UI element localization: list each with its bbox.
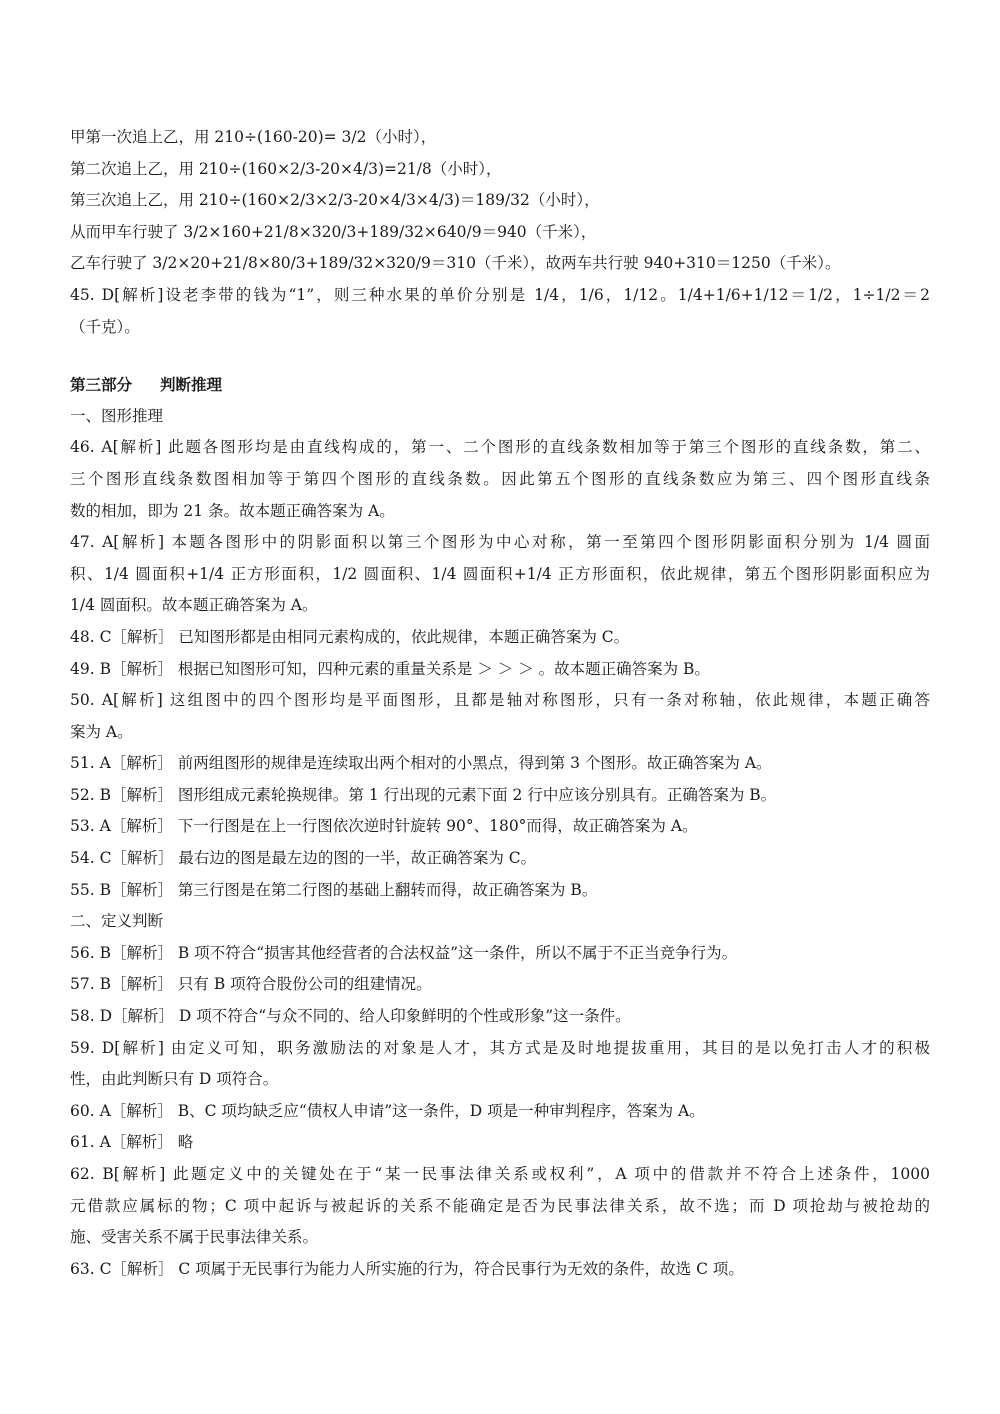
answer-55: 55. B［解析］ 第三行图是在第二行图的基础上翻转而得，故正确答案为 B。 (70, 880, 598, 899)
answer-58: 58. D［解析］ D 项不符合“与众不同的、给人印象鲜明的个性或形象”这一条件。 (70, 1007, 631, 1026)
subsection-heading: 二、定义判断 (70, 912, 164, 931)
answer-content (70, 122, 930, 1285)
text-line: 第二次追上乙，用 210÷(160×2/3-20×4/3)=21/8（小时）， (70, 159, 502, 178)
answer-54: 54. C［解析］ 最右边的图是最左边的图的一半，故正确答案为 C。 (70, 849, 537, 868)
section-title: 判断推理 (160, 375, 223, 395)
answer-62 (70, 1159, 930, 1254)
text-line: 案为 A。 (70, 722, 133, 741)
answer-50 (70, 685, 930, 748)
answer-52: 52. B［解析］ 图形组成元素轮换规律。第 1 行出现的元素下面 2 行中应该分别具有。正确答案为 B。 (70, 785, 777, 804)
section-heading (70, 369, 930, 401)
answer-61: 61. A［解析］ 略 (70, 1133, 194, 1152)
text-line: 46. A[解析] 此题各图形均是由直线构成的，第一、二个图形的直线条数相加等于第三个图形的直线条数，第二、 (70, 438, 930, 457)
text-line: 50. A[解析] 这组图中的四个图形均是平面图形，且都是轴对称图形，只有一条对称轴，依此规律，本题正确答 (70, 691, 930, 710)
text-line: 性，由此判断只有 D 项符合。 (70, 1070, 279, 1089)
answer-60: 60. A［解析］ B、C 项均缺乏应“债权人申请”这一条件，D 项是一种审判程序，答案为 A。 (70, 1101, 705, 1120)
text-line: 元借款应属标的物；C 项中起诉与被起诉的关系不能确定是否为民事法律关系，故不选；而 D 项抢劫与被抢劫的 (70, 1196, 930, 1215)
answer-63: 63. C［解析］ C 项属于无民事行为能力人所实施的行为，符合民事行为无效的条件，故选 C 项。 (70, 1259, 744, 1278)
text-line: 62. B[解析] 此题定义中的关键处在于“某一民事法律关系或权利”，A 项中的借款并不符合上述条件，1000 (70, 1165, 930, 1183)
answer-45 (70, 280, 930, 343)
answer-51: 51. A［解析］ 前两组图形的规律是连续取出两个相对的小黑点，得到第 3 个图形。故正确答案为 A。 (70, 754, 772, 773)
text-line: 数的相加，即为 21 条。故本题正确答案为 A。 (70, 501, 395, 520)
text-line: 施、受害关系不属于民事法律关系。 (70, 1228, 319, 1247)
text-line: （千克）。 (70, 317, 140, 336)
text-line: 三个图形直线条数图相加等于第四个图形的直线条数。因此第五个图形的直线条数应为第三、四个图形直线条 (70, 469, 930, 488)
answer-57: 57. B［解析］ 只有 B 项符合股份公司的组建情况。 (70, 975, 432, 994)
answer-53: 53. A［解析］ 下一行图是在上一行图依次逆时针旋转 90°、180°而得，故正确答案为 A。 (70, 817, 698, 836)
text-line: 59. D[解析] 由定义可知，职务激励法的对象是人才，其方式是及时地提拔重用，其目的是以免打击人才的积极 (70, 1038, 930, 1057)
text-line: 甲第一次追上乙，用 210÷(160-20)= 3/2（小时）， (70, 128, 437, 146)
subsection-heading: 一、图形推理 (70, 406, 164, 425)
text-line: 乙车行驶了 3/2×20+21/8×80/3+189/32×320/9＝310（千米），故两车共行驶 940+310＝1250（千米）。 (70, 254, 841, 273)
answer-47 (70, 527, 930, 622)
text-line: 1/4 圆面积。故本题正确答案为 A。 (70, 596, 318, 615)
answer-48: 48. C［解析］ 已知图形都是由相同元素构成的，依此规律，本题正确答案为 C。 (70, 627, 630, 646)
answer-49: 49. B［解析］ 根据已知图形可知，四种元素的重量关系是 ＞ ＞ ＞ 。故本题正确答案为 B。 (70, 659, 710, 678)
text-line: 47. A[解析] 本题各图形中的阴影面积以第三个图形为中心对称，第一至第四个图形阴影面积分别为 1/4 圆面 (70, 533, 930, 552)
text-line: 第三次追上乙，用 210÷(160×2/3×2/3-20×4/3×4/3)＝189/32（小时）， (70, 191, 600, 210)
section-part: 第三部分 (70, 375, 133, 395)
text-line: 45. D[解析]设老李带的钱为“1”，则三种水果的单价分别是 1/4，1/6，1/12。1/4+1/6+1/12＝1/2，1÷1/2＝2 (70, 285, 930, 304)
answer-46 (70, 432, 930, 527)
answer-59 (70, 1033, 930, 1096)
text-line: 积、1/4 圆面积+1/4 正方形面积，1/2 圆面积、1/4 圆面积+1/4 正方形面积，依此规律，第五个图形阴影面积应为 (70, 564, 930, 583)
answer-56: 56. B［解析］ B 项不符合“损害其他经营者的合法权益”这一条件，所以不属于不正当竞争行为。 (70, 943, 738, 962)
intro-paragraph (70, 122, 930, 280)
text-line: 从而甲车行驶了 3/2×160+21/8×320/3+189/32×640/9＝940（千米）， (70, 222, 597, 241)
